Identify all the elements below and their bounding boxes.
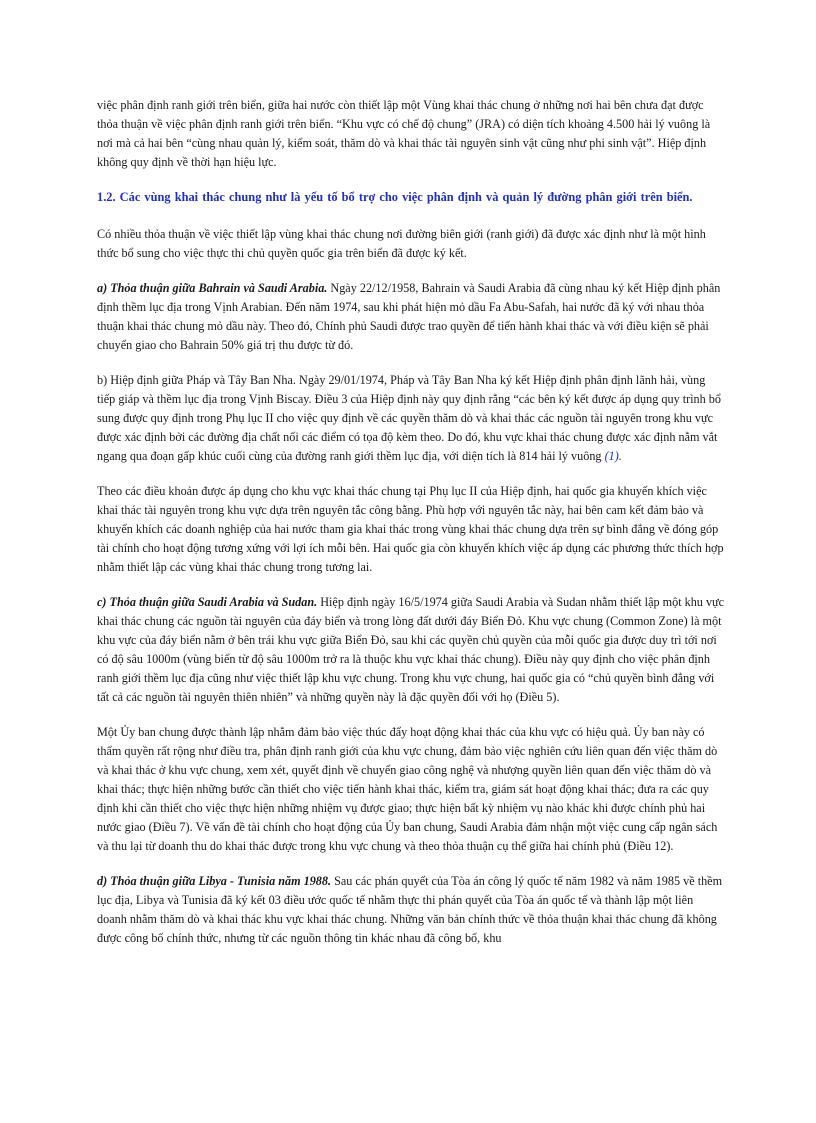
paragraph-text: Hiệp định ngày 16/5/1974 giữa Saudi Arabia và Sudan nhằm thiết lập một khu vực khai thác chung các nguồn tài nguyên của đáy biển và trong lòng đất dưới đáy Biển Đỏ. Khu vực chung (Common Zone) là một khu vực của đáy biển nằm ở bên trái khu vực giữa Biển Đỏ, sau khi các quyền chủ quyền của mỗi quốc gia được duy trì tới nơi có độ sâu 1000m (vùng biển từ độ sâu 1000m trở ra là thuộc khu vực khai thác chung). Điều này quy định cho việc phân định ranh giới thềm lục địa cũng như việc thiết lập khu vực chung. Trong khu vực chung, hai quốc gia có “chủ quyền bình đẳng với tất cả các nguồn tài nguyên thiên nhiên” và những quyền này là đặc quyền đối với họ (Điều 5). [97,595,725,704]
paragraph-text: b) Hiệp định giữa Pháp và Tây Ban Nha. Ngày 29/01/1974, Pháp và Tây Ban Nha ký kết Hiệp định phân định lãnh hải, vùng tiếp giáp và thềm lục địa trong Vịnh Biscay. Điều 3 của Hiệp định này quy định rằng “các bên ký kết được áp dụng quy trình bổ sung được quy định trong Phụ lục II cho việc quy định về các quyền thăm dò và khai thác các nguồn tài nguyên trong khu vực được xác định bởi các đường địa chất nối các điểm có tọa độ kèm theo. Do đó, khu vực khai thác chung được xác định nằm vắt ngang qua đoạn gấp khúc cuối cùng của đường ranh giới thềm lục địa, với diện tích là 814 hải lý vuông [97,373,721,463]
document-page [97,96,725,964]
paragraph-overview [97,225,725,263]
paragraph-text: việc phân định ranh giới trên biển, giữa hai nước còn thiết lập một Vùng khai thác chung ở những nơi hai bên chưa đạt được thỏa thuận về việc phân định ranh giới trên biển. “Khu vực có chế độ chung” (JRA) có diện tích khoảng 4.500 hải lý vuông là nơi mà cả hai bên “cùng nhau quản lý, kiểm soát, thăm dò và khai thác tài nguyên sinh vật cũng như phi sinh vật”. Hiệp định không quy định về thời hạn hiệu lực. [97,98,711,169]
paragraph-text: Một Ủy ban chung được thành lập nhằm đảm bảo việc thúc đẩy hoạt động khai thác của khu vực có hiệu quả. Ủy ban này có thẩm quyền rất rộng như điều tra, phân định ranh giới của khu vực chung, đảm bảo việc nghiên cứu liên quan đến việc thăm dò và khai thác ở khu vực chung, xem xét, quyết định về chuyển giao công nghệ và nhượng quyền liên quan đến việc thăm dò và khai thác; thực hiện những bước cần thiết cho việc tiến hành khai thác, kiểm tra, giám sát hoạt động khai thác; đưa ra các quy định khi cần thiết cho việc thực hiện những nhiệm vụ được giao; thực hiện bất kỳ nhiệm vụ nào khác khi được chính phủ hai nước giao (Điều 7). Về vấn đề tài chính cho hoạt động của Ủy ban chung, Saudi Arabia đảm nhận một việc cung cấp ngân sách và thu lại từ doanh thu do khai thác được trong khu vực chung và theo thỏa thuận cụ thể giữa hai chính phủ (Điều 12). [97,725,718,853]
paragraph-text: Sau các phán quyết của Tòa án công lý quốc tế năm 1982 và năm 1985 về thềm lục địa, Libya và Tunisia đã ký kết 03 điều ước quốc tế nhằm thực thi phán quyết của Tòa án quốc tế và thành lập một liên doanh nhằm thăm dò và khai thác khu vực khai thác chung. Những văn bản chính thức về thỏa thuận khai thác chung đã không được công bố chính thức, nhưng từ các nguồn thông tin khác nhau đã công bố, khu [97,874,723,945]
paragraph-joint-committee [97,723,725,856]
paragraph-lead: d) Thỏa thuận giữa Libya - Tunisia năm 1988. [97,874,332,888]
paragraph-annex-ii [97,482,725,577]
paragraph-text: Theo các điều khoản được áp dụng cho khu vực khai thác chung tại Phụ lục II của Hiệp định, hai quốc gia khuyến khích việc khai thác tài nguyên trong khu vực dựa trên nguyên tắc công bằng. Phù hợp với nguyên tắc này, hai bên cam kết đảm bảo và khuyến khích các doanh nghiệp của hai nước tham gia khai thác trong vùng khai thác chung dựa trên sự bình đẳng về đóng góp tài chính cho hoạt động tương xứng với lợi ích mỗi bên. Hai quốc gia còn khuyến khích việc áp dụng các phương thức thích hợp nhằm thiết lập các vùng khai thác chung trong tương lai. [97,484,724,574]
section-heading: 1.2. Các vùng khai thác chung như là yếu tố bổ trợ cho việc phân định và quản lý đường phân giới trên biển. [97,190,693,204]
paragraph-libya-tunisia [97,872,725,948]
paragraph-lead: c) Thỏa thuận giữa Saudi Arabia và Sudan. [97,595,318,609]
paragraph-jra-intro [97,96,725,172]
paragraph-text: Có nhiều thỏa thuận về việc thiết lập vùng khai thác chung nơi đường biên giới (ranh giới) đã được xác định như là một hình thức bổ sung cho việc thực thi chủ quyền quốc gia trên biển đã được ký kết. [97,227,706,260]
paragraph-text: Ngày 22/12/1958, Bahrain và Saudi Arabia đã cùng nhau ký kết Hiệp định phân định thềm lục địa trong Vịnh Arabian. Đến năm 1974, sau khi phát hiện mỏ dầu Fa Abu-Safah, hai nước đã ký với nhau thỏa thuận khai thác chung mỏ dầu này. Theo đó, Chính phủ Saudi được trao quyền để tiến hành khai thác và với điều kiện sẽ phải chuyển giao cho Bahrain 50% giá trị thu được từ đó. [97,281,721,352]
paragraph-france-spain [97,371,725,466]
paragraph-lead: a) Thỏa thuận giữa Bahrain và Saudi Arabia. [97,281,328,295]
paragraph-saudi-sudan [97,593,725,707]
footnote-reference-link[interactable]: (1). [604,449,622,463]
paragraph-bahrain-saudi [97,279,725,355]
